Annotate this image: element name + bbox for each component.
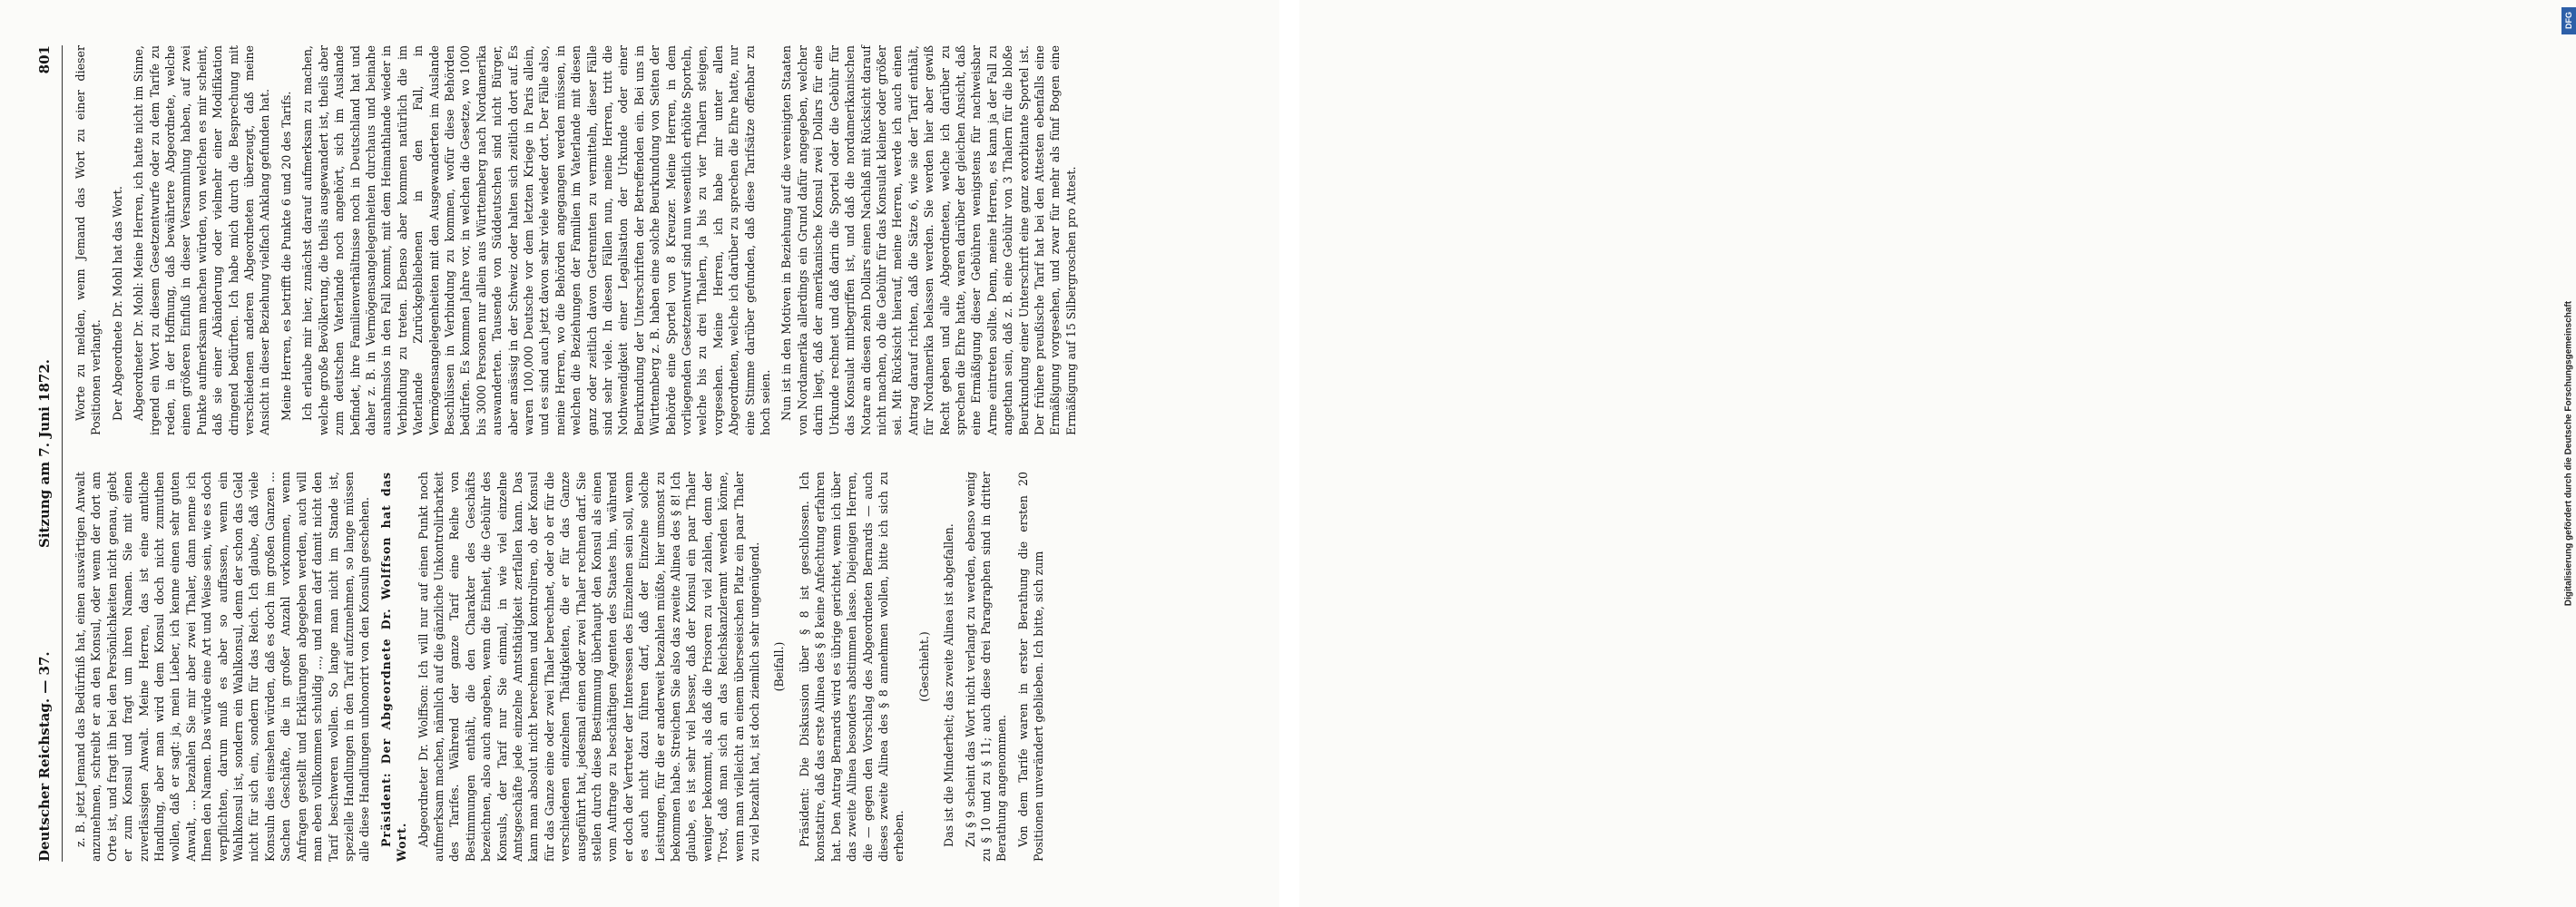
- stage-direction: (Geschieht.): [916, 631, 931, 702]
- page-header: [36, 45, 62, 862]
- paragraph: Präsident: Die Diskussion über § 8 ist geschlossen. Ich konstatire, daß das erste Alinea des § 8 keine Anfechtung erfahren hat. Den Antrag Bernards wird es übrige gerichtet, wenn ich über das zweite Alinea besonders abstimmen lasse. Diejenigen Herren, die — gegen den Vorschlag des Abgeordneten Bernards — auch dieses zweite Alinea des § 8 annehmen wollen, bitte ich sich zu erheben.: [797, 472, 906, 862]
- paragraph: Abgeordneter Dr. Wolffson: Ich will nur auf einen Punkt noch aufmerksam machen, nämlich auf die gänzliche Unkontrolirbarkeit des Tarifes. Während der ganze Tarif eine Reihe von Bestimmungen enthält, die den Charakter des Geschäfts bezeichnen, also auch angeben, wenn die Einheit, die Gebühr des Konsuls, der Tarif nur Sie einmal, in wie viel einzelne Amtsgeschäfte jede einzelne Amtsthätigkeit zerfallen kann. Das kann man absolut nicht berechnen und kontroliren, ob der Konsul für das Ganze eine oder zwei Thaler berechnet, oder ob er für die verschiedenen einzelnen Thätigkeiten, die er für das Ganze ausgeführt hat, jedesmal einen oder zwei Thaler rechnen darf. Sie stellen durch diese Bestimmung überhaupt den Konsul als einen vom Auftrage zu beschäftigen Agenten des Staates hin, während er doch der Vertreter der Interessen des Einzelnen sein soll, wenn es auch nicht dazu führen darf, daß der Einzelne solche Leistungen, für die er anderweit bezahlen müßte, hier umsonst zu bekommen habe. Streichen Sie also das zweite Alinea des § 8! Ich glaube, es ist sehr viel besser, daß der Konsul ein paar Thaler weniger bekommt, als daß die Prisoren zu viel zahlen, denn der Trost, daß man sich an das Reichskanzleramt wenden könne, wenn man vielleicht an einem überseeischen Platz ein paar Thaler zu viel bezahlt hat, ist doch ziemlich sehr ungenügend.: [416, 472, 762, 862]
- digitization-credit: Digitalisierung gefördert durch die Deutsche Forschungsgemeinschaft: [2563, 300, 2574, 607]
- paragraph: z. B. jetzt Jemand das Bedürfniß hat, einen auswärtigen Anwalt anzunehmen, schreibt er an den Konsul, oder wenn der dort am Orte ist, und fragt ihn bei den Persönlichkeiten nicht genau, giebt er zum Konsul und fragt um ihren Namen. Sie mit einen zuverlässigen Anwalt. Meine Herren, das ist eine amtliche Handlung, aber man wird dem Konsul doch nicht zumuthen wollen, daß er sagt: ja, mein Lieber, ich kenne einen sehr guten Anwalt, ... bezahlen Sie mir aber zwei Thaler, dann nenne ich Ihnen den Namen. Das würde eine Art und Weise sein, wie es doch verpflichten, darum muß es aber so auffassen, wenn ein Wahlkonsul ist, sondern ein Wahlkonsul, denn der schon das Geld nicht für sich ein, sondern für das Reich. Ich glaube, daß viele Konsuln dies einsehen würden, daß es doch im großen Ganzen ... Sachen Geschäfte, die in großer Anzahl vorkommen, wenn Anfragen gestellt und Erklärungen abgegeben werden, auch will man eben vollkommen schuldig ..., und man darf damit nicht den Tarif beschweren wollen. So lange man nicht im Stande ist, spezielle Handlungen in den Tarif aufzunehmen, so lange müssen alle diese Handlungen unhonorirt von den Konsuln geschehen.: [73, 472, 372, 862]
- header-rule: [62, 45, 63, 862]
- header-session-date: Sitzung am 7. Juni 1872.: [36, 359, 53, 548]
- paragraph: Ich erlaube mir hier, zunächst darauf aufmerksam zu machen, welche große Bevölkerung, die theils ausgewandert ist, theils aber zum deutschen Vaterlande noch angehört, sich im Auslande befindet, ihre Familienverhältnisse noch in Deutschland hat und daher z. B. in Vermögensangelegenheiten durchaus und beinahe ausnahmslos in den Fall kommt, mit dem Heimathlande wieder in Verbindung zu treten. Ebenso aber kommen natürlich die im Vaterlande Zurückgebliebenen in den Fall, in Vermögensangelegenheiten mit den Ausgewanderten im Auslande Beschlüssen in Verbindung zu kommen, wofür diese Behörden bedürfen. Es kommen Jahre vor, in welchen die Gesetze, wo 1000 bis 3000 Personen nur allein aus Württemberg nach Nordamerika auswanderten. Tausende von Süddeutschen sind nicht Bürger, aber ansässig in der Schweiz oder halten sich zeitlich dort auf. Es waren 100,000 Deutsche vor dem letzten Kriege in Paris allein, und es sind auch jetzt davon sehr viele wieder dort. Der Fälle also, meine Herren, wo die Behörden angegangen werden müssen, in welchen die Beziehungen der Familien im Vaterlande mit diesen ganz oder zeitlich davon Getrennten zu vermitteln, dieser Fälle sind sehr viele. In diesen Fällen nun, meine Herren, tritt die Nothwendigkeit einer Legalisation der Urkunde oder einer Beurkundung der Unterschriften der Betreffenden ein. Bei uns in Württemberg z. B. haben eine solche Beurkundung von Seiten der Behörde eine Sportel von 8 Kreuzer. Meine Herren, in dem vorliegenden Gesetzentwurf sind nun wesentlich erhöhte Sporteln, welche bis zu drei Thalern, ja bis zu vier Thalern steigen, vorgesehen. Meine Herren, ich habe mir unter allen Abgeordneten, welche ich darüber zu sprechen die Ehre hatte, nur eine Stimme darüber gefunden, daß diese Tarifsätze offenbar zu hoch seien.: [300, 45, 773, 435]
- stage-direction: (Beifall.): [772, 641, 787, 692]
- paragraph: Zu § 9 scheint das Wort nicht verlangt zu werden, ebenso wenig zu § 10 und zu § 11; auch diese drei Paragraphen sind in dritter Berathung angenommen.: [963, 472, 1009, 862]
- text-column-right: [73, 45, 1084, 435]
- text-column-left: [73, 472, 1053, 862]
- paragraph: Worte zu melden, wenn Jemand das Wort zu einer dieser Positionen verlangt.: [73, 45, 103, 435]
- rotated-page: [24, 18, 1276, 889]
- paragraph: Das ist die Minderheit; das zweite Alinea ist abgefallen.: [942, 523, 956, 847]
- paragraph: Von dem Tarife waren in erster Berathung die ersten 20 Positionen unverändert geblieben. Ich bitte, sich zum: [1015, 472, 1046, 862]
- dfg-logo: DFG: [2561, 7, 2576, 34]
- speaker-line: Präsident: Der Abgeordnete Dr. Wolffson hat das Wort.: [378, 472, 409, 862]
- digitization-sidebar: [1279, 0, 2574, 907]
- paragraph: Abgeordneter Dr. Mohl: Meine Herren, ich hatte nicht im Sinne, irgend ein Wort zu diesem Gesetzentwurfe oder zu dem Tarife zu reden, in der Hoffnung, daß bewährtere Abgeordnete, welche einen größeren Einfluß in dieser Versammlung haben, auf zwei Punkte aufmerksam machen würden, von welchen es mir scheint, daß sie einer Abänderung oder vielmehr einer Modifikation dringend bedürften. Ich habe mich durch die Besprechung mit verschiedenen anderen Abgeordneten überzeugt, daß meine Ansicht in dieser Beziehung vielfach Anklang gefunden hat.: [132, 45, 272, 435]
- paragraph: Meine Herren, es betrifft die Punkte 6 und 20 des Tarifs.: [279, 91, 293, 421]
- paragraph: Nun ist in den Motiven in Beziehung auf die vereinigten Staaten von Nordamerika allerdings ein Grund dafür angegeben, welcher darin liegt, daß der amerikanische Konsul zwei Dollars für eine Urkunde rechnet und daß darin die Sportel oder die Gebühr für das Konsulat mitbegriffen ist, und daß die nordamerikanischen Notare an diesen zehn Dollars einen Nachlaß mit Rücksicht darauf nicht machen, ob die Gebühr für das Konsulat kleiner oder größer sei. Mit Rücksicht hierauf, meine Herren, werde ich auch einen Antrag darauf richten, daß die Sätze 6, wie sie der Tarif enthält, für Nordamerika belassen werden. Sie werden hier aber gewiß Recht geben und alle Abgeordneten, welche ich darüber zu sprechen die Ehre hatte, waren darüber der gleichen Ansicht, daß eine Ermäßigung dieser Gebühren wenigstens für nachweisbar Arme eintreten sollte. Denn, meine Herren, es kann ja der Fall zu angethan sein, daß z. B. eine Gebühr von 3 Thalern für die bloße Beurkundung einer Unterschrift eine ganz exorbitante Sportel ist. Der frühere preußische Tarif hat bei den Attesten ebenfalls eine Ermäßigung vorgesehen, und zwar für mehr als fünf Bogen eine Ermäßigung auf 15 Silbergroschen pro Attest.: [779, 45, 1078, 435]
- paragraph: Der Abgeordnete Dr. Mohl hat das Wort.: [110, 186, 124, 421]
- header-page-number: 801: [36, 45, 53, 74]
- header-publication: Deutscher Reichstag. — 37.: [36, 651, 53, 862]
